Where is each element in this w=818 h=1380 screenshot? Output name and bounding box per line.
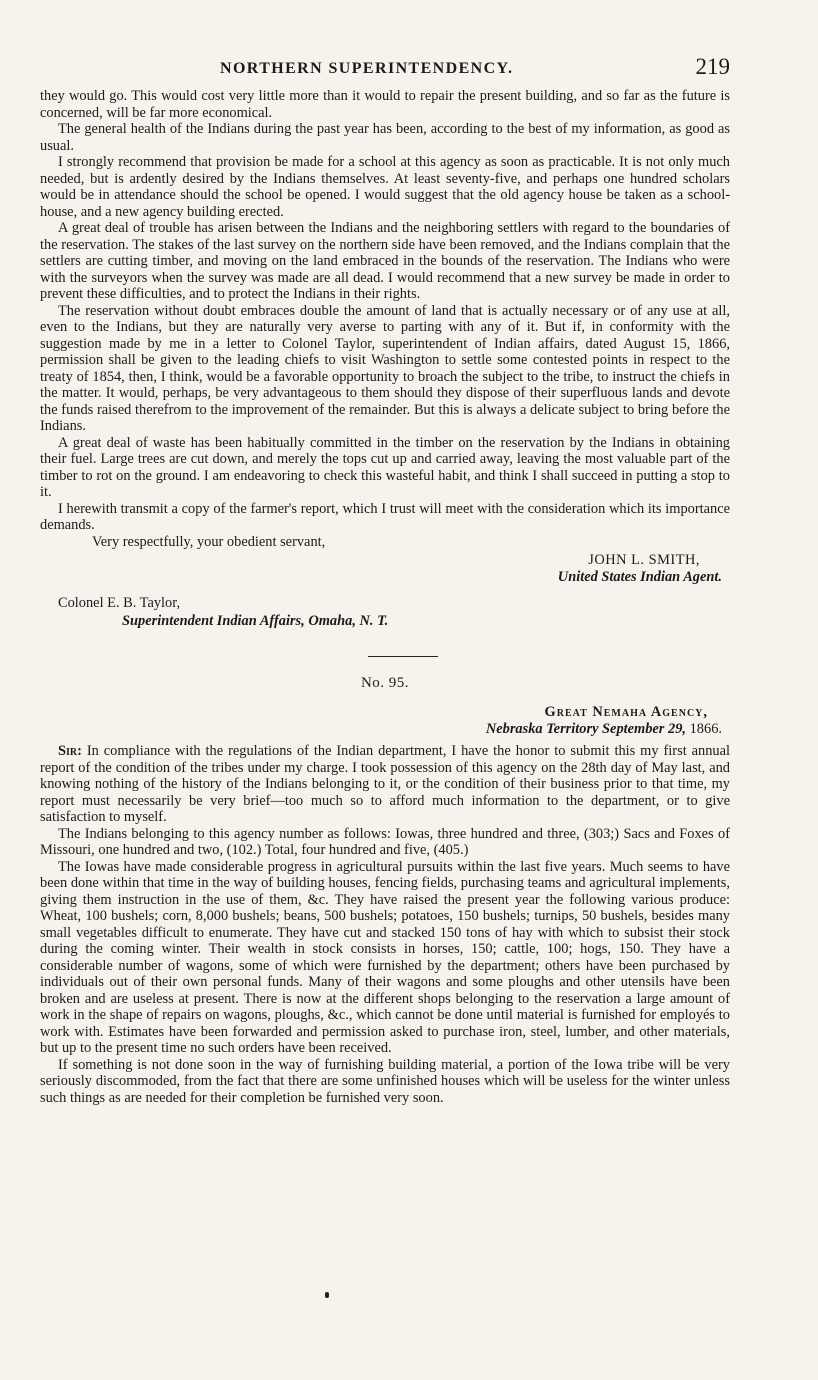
closing-line: Very respectfully, your obedient servant, bbox=[92, 533, 326, 550]
signature-block bbox=[40, 552, 730, 586]
signer-title: United States Indian Agent. bbox=[557, 569, 722, 585]
letter-smith bbox=[40, 88, 730, 630]
place-date: Nebraska Territory September 29, bbox=[485, 720, 686, 737]
page-number: 219 bbox=[695, 54, 730, 79]
running-head bbox=[40, 54, 730, 88]
addressee-title: Superintendent Indian Affairs, Omaha, N. T. bbox=[122, 613, 389, 629]
paragraph: The reservation without doubt embraces double the amount of land that is actually necessary or of any use at all, even to the Indians, but they are naturally very averse to parting with any of it. But if, in conformity with the suggestion made by me in a letter to Colonel Taylor, superintendent of Indian affairs, dated August 15, 1866, permission shall be given to the leading chiefs to visit Washington to settle some contested points in respect to the treaty of 1854, then, I think, would be a favorable opportunity to broach the subject to the tribe, to instruct the chiefs in the matter. It would, perhaps, be very advantageous to them should they dispose of their superfluous lands and devote the funds raised therefrom to the improvement of the remainder. But this is always a delicate subject to bring before the Indians. bbox=[40, 302, 730, 434]
paragraph: The Iowas have made considerable progress in agricultural pursuits within the last five years. Much seems to have been done within that time in the way of building houses, fencing fields, purchasing teams and agricultural implements, giving them instruction in the use of them, &c. They have raised the present year the following various produce: Wheat, 100 bushels; corn, 8,000 bushels; beans, 500 bushels; potatoes, 150 bushels; turnips, 50 bushels, besides many small vegetables difficult to enumerate. They have cut and stacked 150 tons of hay with which to subsist their stock during the coming winter. Their wealth in stock consists in horses, 150; cattle, 100; hogs, 150. They have a considerable number of wagons, some of which were furnished by the department; others have been purchased by individuals out of their own personal funds. Many of their wagons and some ploughs and other utensils have been broken and are useless at present. There is now at the different shops belonging to the reservation a large amount of work in the shape of repairs on wagons, ploughs, &c., which cannot be done until material is furnished for employés to work with. Estimates have been forwarded and permission asked to purchase iron, steel, lumber, and other materials, but up to the present time no such orders have been received. bbox=[40, 858, 730, 1056]
signer-name: JOHN L. SMITH, bbox=[588, 552, 700, 568]
paragraph: A great deal of trouble has arisen between the Indians and the neighboring settlers with regard to the boundaries of the reservation. The stakes of the last survey on the northern side have been removed, and the Indians complain that the settlers are cutting timber, and moving on the land embraced in the bounds of the reservation. The Indians who were with the surveyors when the survey was made are all dead. I would recommend that a new survey be made in order to prevent these difficulties, and to protect the Indians in their rights. bbox=[40, 220, 730, 302]
addressee-block bbox=[40, 594, 730, 630]
place-date-line bbox=[40, 721, 722, 738]
paragraph: I strongly recommend that provision be made for a school at this agency as soon as practicable. It is not only much needed, but is ardently desired by the Indians themselves. At least seventy-five, and perhaps one hundred scholars would be in attendance should the school be opened. I would suggest that the old agency house be taken as a school-house, and a new agency building erected. bbox=[40, 154, 730, 220]
letter-heading bbox=[40, 704, 730, 737]
addressee-name: Colonel E. B. Taylor, bbox=[58, 595, 181, 611]
paragraph: A great deal of waste has been habitually committed in the timber on the reservation by the Indians in obtaining their fuel. Large trees are cut down, and merely the tops cut up and carried away, leaving the most valuable part of the timber to rot on the ground. I am endeavoring to check this wasteful habit, and think I shall succeed in putting a stop to it. bbox=[40, 434, 730, 500]
paragraph: I herewith transmit a copy of the farmer's report, which I trust will meet with the consideration which its importance demands. bbox=[40, 500, 730, 533]
agency-name: Great Nemaha Agency, bbox=[544, 704, 708, 720]
paragraph bbox=[40, 743, 730, 826]
paragraph: If something is not done soon in the way of furnishing building material, a portion of the Iowa tribe will be very seriously discommoded, from the fact that there are some unfinished houses which will be useless for the winter unless such things as are needed for their completion be furnished very soon. bbox=[40, 1056, 730, 1106]
ink-mark bbox=[325, 1292, 329, 1298]
paragraph-text: In compliance with the regulations of the Indian department, I have the honor to submit this my first annual report of the condition of the tribes under my charge. I took possession of this agency on the 28th day of May last, and knowing nothing of the history of the Indians belonging to it, or the condition of their business prior to that time, my report must necessarily be very brief—too much so to afford much information to the department, or to give satisfaction to myself. bbox=[40, 743, 730, 825]
salutation: Sir: bbox=[58, 743, 82, 759]
section-divider bbox=[368, 656, 438, 657]
date-year: 1866. bbox=[689, 720, 722, 737]
paragraph: The general health of the Indians during the past year has been, according to the best of my information, as good as usual. bbox=[40, 121, 730, 154]
paragraph: The Indians belonging to this agency number as follows: Iowas, three hundred and three, (303;) Sacs and Foxes of Missouri, one hundred and two, (102.) Total, four hundred and five, (405.) bbox=[40, 825, 730, 858]
paragraph: they would go. This would cost very little more than it would to repair the present building, and so far as the future is concerned, will be far more economical. bbox=[40, 88, 730, 121]
letter-nemaha bbox=[40, 743, 730, 1106]
document-number: No. 95. bbox=[360, 675, 410, 691]
document-page bbox=[40, 54, 730, 1106]
running-title: NORTHERN SUPERINTENDENCY. bbox=[220, 60, 514, 77]
